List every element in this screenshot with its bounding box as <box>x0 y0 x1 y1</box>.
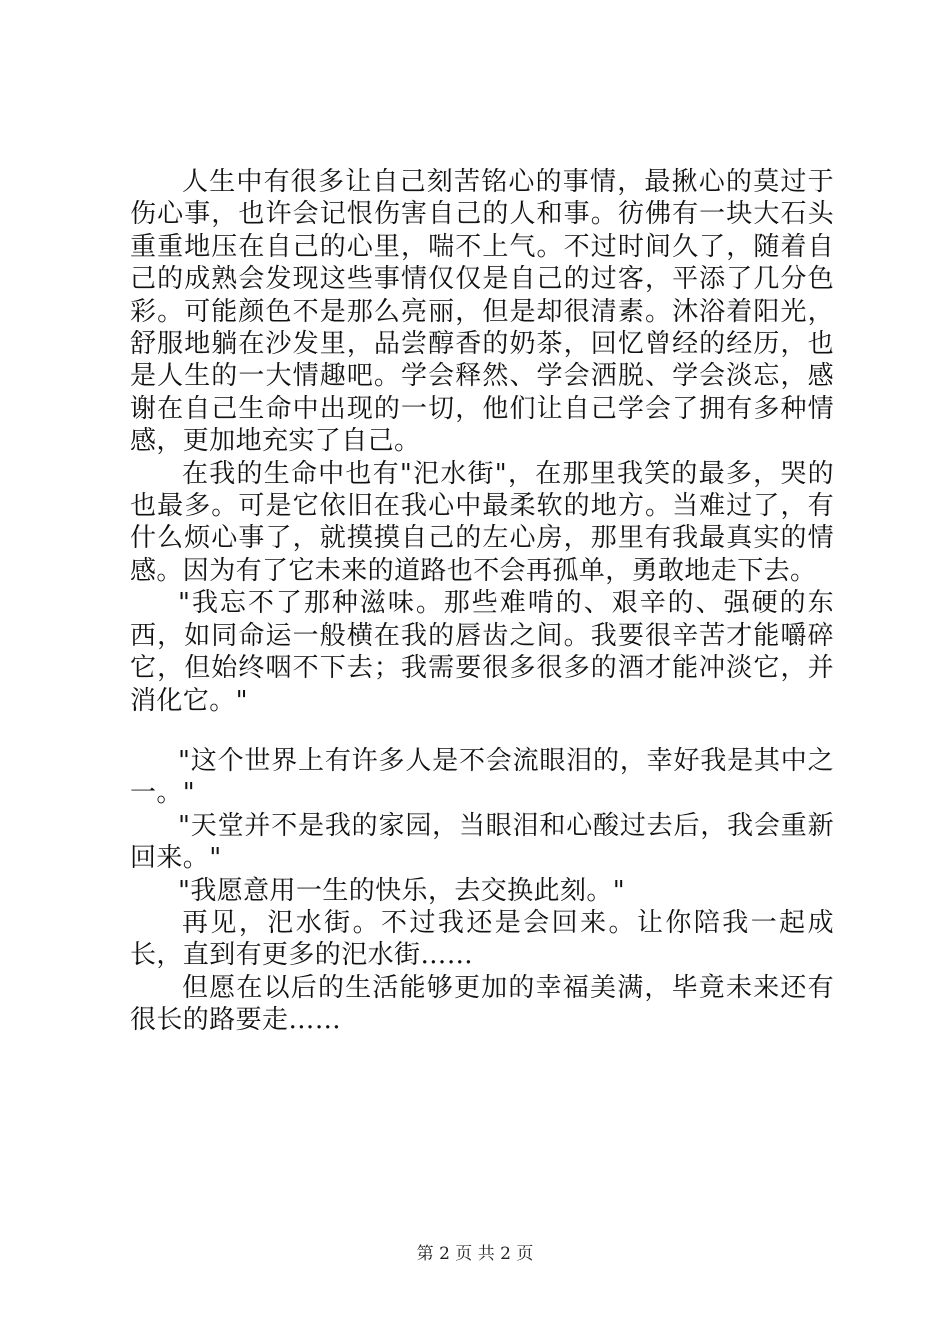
document-body <box>130 166 834 1037</box>
quote-paragraph: "这个世界上有许多人是不会流眼泪的，幸好我是其中之一。" <box>130 745 834 809</box>
paragraph: 在我的生命中也有"汜水街"，在那里我笑的最多，哭的也最多。可是它依旧在我心中最柔软的地方。当难过了，有什么烦心事了，就摸摸自己的左心房，那里有我最真实的情感。因为有了它未来的道路也不会再孤单，勇敢地走下去。 <box>130 458 834 586</box>
page-number-footer: 第 2 页 共 2 页 <box>416 1244 534 1264</box>
paragraph: 再见，汜水街。不过我还是会回来。让你陪我一起成长，直到有更多的汜水街…… <box>130 907 834 971</box>
quote-paragraph: "天堂并不是我的家园，当眼泪和心酸过去后，我会重新回来。" <box>130 810 834 874</box>
quote-paragraph: "我愿意用一生的快乐，去交换此刻。" <box>178 875 626 906</box>
paragraph: 但愿在以后的生活能够更加的幸福美满，毕竟未来还有很长的路要走…… <box>130 972 834 1036</box>
paragraph: 人生中有很多让自己刻苦铭心的事情，最揪心的莫过于伤心事，也许会记恨伤害自己的人和事。彷佛有一块大石头重重地压在自己的心里，喘不上气。不过时间久了，随着自己的成熟会发现这些事情仅仅是自己的过客，平添了几分色彩。可能颜色不是那么亮丽，但是却很清素。沐浴着阳光，舒服地躺在沙发里，品尝醇香的奶茶，回忆曾经的经历，也是人生的一大情趣吧。学会释然、学会洒脱、学会淡忘，感谢在自己生命中出现的一切，他们让自己学会了拥有多种情感，更加地充实了自己。 <box>130 167 834 457</box>
quote-paragraph: "我忘不了那种滋味。那些难啃的、艰辛的、强硬的东西，如同命运一般横在我的唇齿之间。我要很辛苦才能嚼碎它，但始终咽不下去；我需要很多很多的酒才能冲淡它，并消化它。" <box>130 588 834 716</box>
paragraph-spacer <box>130 717 834 745</box>
